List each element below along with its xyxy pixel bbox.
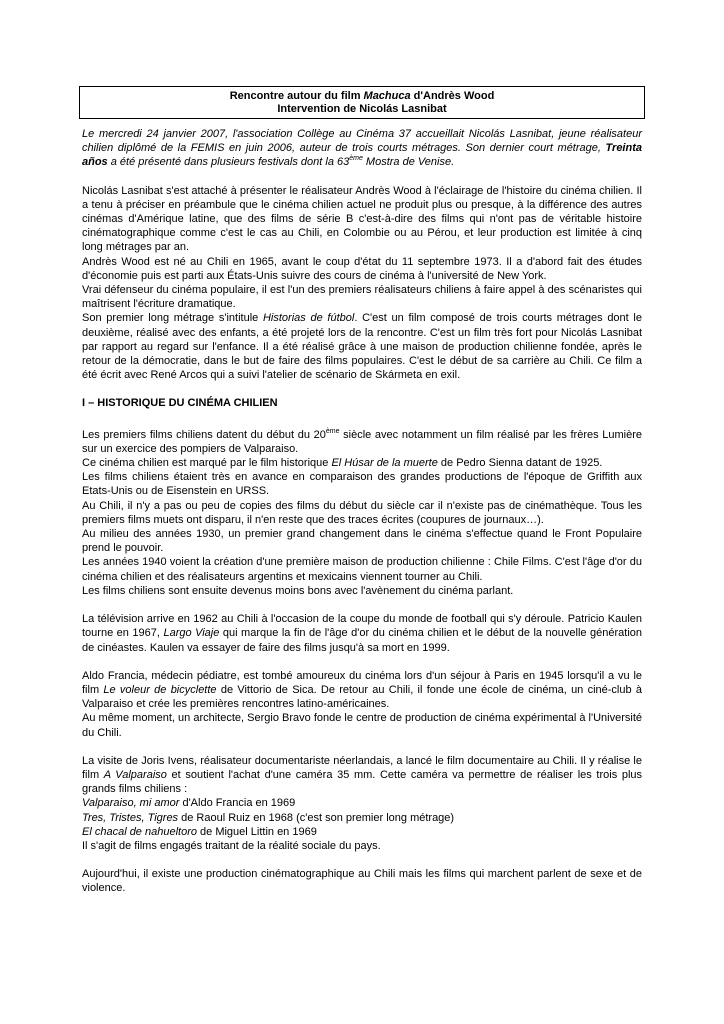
paragraph-engaged-films: Il s'agit de films engagés traitant de la réalité sociale du pays. xyxy=(82,839,381,852)
paragraph-popular-cinema: Vrai défenseur du cinéma populaire, il est l'un des premiers réalisateurs chiliens à faire appel à des scénaristes qui maîtrisent l'écriture dramatique. xyxy=(82,284,642,311)
film-list-item: Tres, Tristes, Tigres de Raoul Ruiz en 1968 (c'est son premier long métrage) xyxy=(82,811,455,824)
paragraph-joris-ivens: La visite de Joris Ivens, réalisateur documentariste néerlandais, a lancé le film documentaire au Chili. Il y réalise le film A Valparaiso et soutient l'achat d'une caméra 35 mm. Cette caméra va permettre de réaliser les trois plus grands films chiliens : xyxy=(82,754,643,796)
paragraph-today: Aujourd'hui, il existe une production cinématographique au Chili mais les films qui marchent parlent de sexe et de violence. xyxy=(82,868,642,895)
paragraph-sergio-bravo: Au même moment, un architecte, Sergio Bravo fonde le centre de production de cinéma expérimental à l'Université du Chili. xyxy=(82,712,642,739)
intro-paragraph: Le mercredi 24 janvier 2007, l'association Collège au Cinéma 37 accueillait Nicolás Lasnibat, jeune réalisateur chilien diplômé de la FEMIS en juin 2006, auteur de trois courts métrages. Son dernier court métrage, Treinta años a été présenté dans plusieurs festivals dont la 63ème Mostra de Venise. xyxy=(82,128,642,169)
paragraph-presentation: Nicolás Lasnibat s'est attaché à présenter le réalisateur Andrès Wood à l'éclairage de l'histoire du cinéma chilien. Il a tenu à préciser en préambule que le cinéma chilien actuel ne produit plus ou presque, à la différence des autres cinémas d'Amérique latine, que des films de série B c'est-à-dire des films qui n'ont pas de véritable histoire cinématographique comme c'est le cas au Chili, en Colombie ou au Pérou, et leur production est limitée à cinq long métrages par an. xyxy=(82,184,642,254)
paragraph-husar: Ce cinéma chilien est marqué par le film historique El Húsar de la muerte de Pedro Sienna datant de 1925. xyxy=(82,457,603,470)
document-body xyxy=(82,127,642,896)
paragraph-biography: Andrès Wood est né au Chili en 1965, avant le coup d'état du 11 septembre 1973. Il a d'abord fait des études d'économie puis est parti aux États-Unis suivre des cours de cinéma à l'université de New York. xyxy=(82,255,642,282)
title-line-1: Rencontre autour du film Machuca d'Andrès Wood xyxy=(229,90,495,102)
paragraph-television: La télévision arrive en 1962 au Chili à l'occasion de la coupe du monde de football qui s'y déroule. Patricio Kaulen tourne en 1967, Largo Viaje qui marque la fin de l'âge d'or du cinéma chilien et le début de la nouvelle génération de cinéastes. Kaulen va essayer de faire des films jusqu'à sa mort en 1999. xyxy=(82,613,643,654)
paragraph-1930s: Au milieu des années 1930, un premier grand changement dans le cinéma s'effectue quand le Front Populaire prend le pouvoir. xyxy=(82,528,642,555)
paragraph-early-films: Les premiers films chiliens datent du début du 20ème siècle avec notamment un film réalisé par les frères Lumière sur un exercice des pompiers de Valparaiso. xyxy=(82,427,643,455)
title-box xyxy=(79,86,645,119)
title-line-2: Intervention de Nicolás Lasnibat xyxy=(277,103,447,115)
film-list-item: Valparaiso, mi amor d'Aldo Francia en 1969 xyxy=(82,797,296,810)
paragraph-talkies: Les films chiliens sont ensuite devenus moins bons avec l'avènement du cinéma parlant. xyxy=(82,584,514,597)
paragraph-first-feature: Son premier long métrage s'intitule Historias de fútbol. C'est un film composé de trois courts métrages dont le deuxième, réalisé avec des enfants, a été projeté lors de la rencontre. C'est un film très fort pour Nicolás Lasnibat par rapport au regard sur l'enfance. Il a été réalisé grâce à une maison de production chilienne fondée, après le retour de la démocratie, dans le but de faire des films populaires. C'est le début de sa carrière au Chili. Ce film a été écrit avec René Arcos qui a suivi l'atelier de scénario de Skármeta en exil. xyxy=(82,312,642,382)
section-heading: I – HISTORIQUE DU CINÉMA CHILIEN xyxy=(82,397,278,410)
paragraph-1940s: Les années 1940 voient la création d'une première maison de production chilienne : Chile Films. C'est l'âge d'or du cinéma chilien et des réalisateurs argentins et mexicains viennent tourner au Chili. xyxy=(82,556,642,583)
film-list-item: El chacal de nahueltoro de Miguel Littin en 1969 xyxy=(82,825,317,838)
paragraph-aldo-francia: Aldo Francia, médecin pédiatre, est tombé amoureux du cinéma lors d'un séjour à Paris en 1945 lorsqu'il a vu le film Le voleur de bicyclette de Vittorio de Sica. De retour au Chili, il fonde une école de cinéma, un ciné-club à Valparaiso et crée les premières rencontres latino-américaines. xyxy=(82,669,643,711)
paragraph-lost-films: Au Chili, il n'y a pas ou peu de copies des films du début du siècle car il n'existe pas de cinémathèque. Tous les premiers films muets ont disparu, il n'en reste que des traces écrites (coupures de journaux…). xyxy=(82,499,642,526)
paragraph-comparison: Les films chiliens étaient très en avance en comparaison des grandes productions de l'époque de Griffith aux Etats-Unis ou de Eisenstein en URSS. xyxy=(82,471,642,498)
